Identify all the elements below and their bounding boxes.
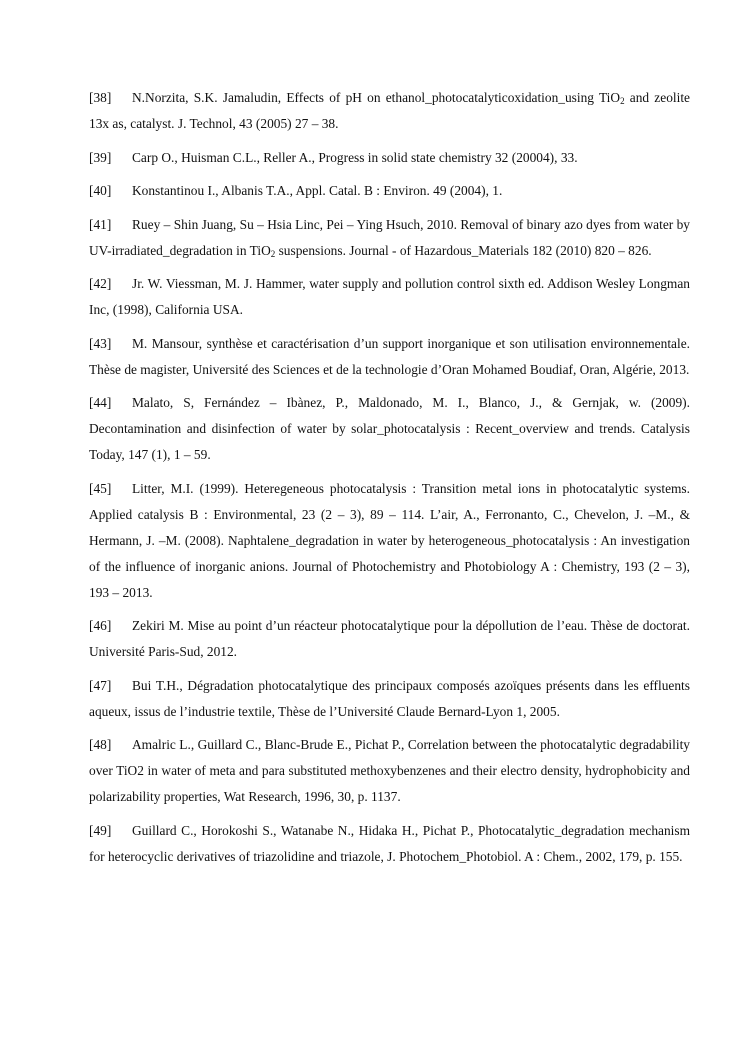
reference-item [89,145,690,171]
reference-number: [38] [89,90,112,105]
reference-number: [44] [89,395,112,410]
reference-number: [46] [89,618,112,633]
reference-item [89,732,690,810]
reference-text: Bui T.H., Dégradation photocatalytique des principaux composés azoïques présents dans les effluents aqueux, issus de l’industrie textile, Thèse de l’Université Claude Bernard-Lyon 1, 2005. [89,677,690,719]
reference-number: [49] [89,822,112,838]
reference-number: [45] [89,480,112,496]
reference-text: Ruey – Shin Juang, Su – Hsia Linc, Pei – Ying Hsuch, 2010. Removal of binary azo dyes from water by UV-irradiated_degradation in TiO [89,216,690,258]
reference-text: Konstantinou I., Albanis T.A., Appl. Catal. B : Environ. 49 (2004), 1. [132,183,503,198]
reference-item [89,178,690,204]
reference-number: [42] [89,276,112,291]
reference-text: M. Mansour, synthèse et caractérisation d’un support inorganique et son utilisation environnementale. Thèse de magister, Université des Sciences et de la technologie d’Oran Mohamed Boudiaf, Oran, Algérie, 2013. [89,335,690,377]
reference-item [89,331,690,383]
subscript: 2 [270,248,276,259]
reference-item [89,271,690,323]
reference-text: Amalric L., Guillard C., Blanc-Brude E., Pichat P., Correlation between the photocatalytic degradability over TiO2 in water of meta and para substituted methoxybenzenes and their electro density, hydrophobicity and polarizability properties, Wat Research, 1996, 30, p. 1137. [89,737,690,804]
reference-list [89,85,690,877]
reference-text: Carp O., Huisman C.L., Reller A., Progress in solid state chemistry 32 (20004), 33. [132,149,578,165]
reference-item [89,212,690,264]
reference-text: Jr. W. Viessman, M. J. Hammer, water supply and pollution control sixth ed. Addison Wesley Longman Inc, (1998), California USA. [89,276,690,317]
reference-number: [43] [89,335,112,351]
reference-item [89,476,690,606]
reference-item [89,673,690,725]
reference-number: [41] [89,216,112,232]
reference-text: Guillard C., Horokoshi S., Watanabe N., Hidaka H., Pichat P., Photocatalytic_degradation mechanism for heterocyclic derivatives of triazolidine and triazole, J. Photochem_Photobiol. A : Chem., 2002, 179, p. 155. [89,822,690,864]
reference-text: suspensions. Journal - of Hazardous_Materials 182 (2010) 820 – 826. [275,242,652,258]
reference-item [89,613,690,665]
reference-text: and zeolite 13x as, catalyst. J. Technol, 43 (2005) 27 – 38. [89,90,690,131]
reference-item [89,390,690,468]
reference-text: N.Norzita, S.K. Jamaludin, Effects of pH on ethanol_photocatalyticoxidation_using TiO [132,90,621,105]
reference-item [89,818,690,870]
reference-number: [39] [89,149,112,165]
reference-number: [47] [89,677,112,693]
reference-number: [40] [89,183,112,198]
reference-text: Zekiri M. Mise au point d’un réacteur photocatalytique pour la dépollution de l’eau. Thèse de doctorat. Université Paris-Sud, 2012. [89,618,690,659]
subscript: 2 [620,96,625,106]
reference-item [89,85,690,137]
reference-text: Malato, S, Fernández – Ibànez, P., Maldonado, M. I., Blanco, J., & Gernjak, w. (2009). Decontamination and disinfection of water by solar_photocatalysis : Recent_overview and trends. Catalysis Today, 147 (1), 1 – 59. [89,395,690,462]
reference-number: [48] [89,737,112,752]
reference-text: Litter, M.I. (1999). Heteregeneous photocatalysis : Transition metal ions in photocatalytic systems. Applied catalysis B : Environmental, 23 (2 – 3), 89 – 114. L’air, A., Ferronanto, C., Chevelon, J. –M., & Hermann, J. –M. (2008). Naphtalene_degradation in water by heterogeneous_photocatalysis : An investigation of the influence of inorganic anions. Journal of Photochemistry and Photobiology A : Chemistry, 193 (2 – 3), 193 – 2013. [89,480,690,600]
